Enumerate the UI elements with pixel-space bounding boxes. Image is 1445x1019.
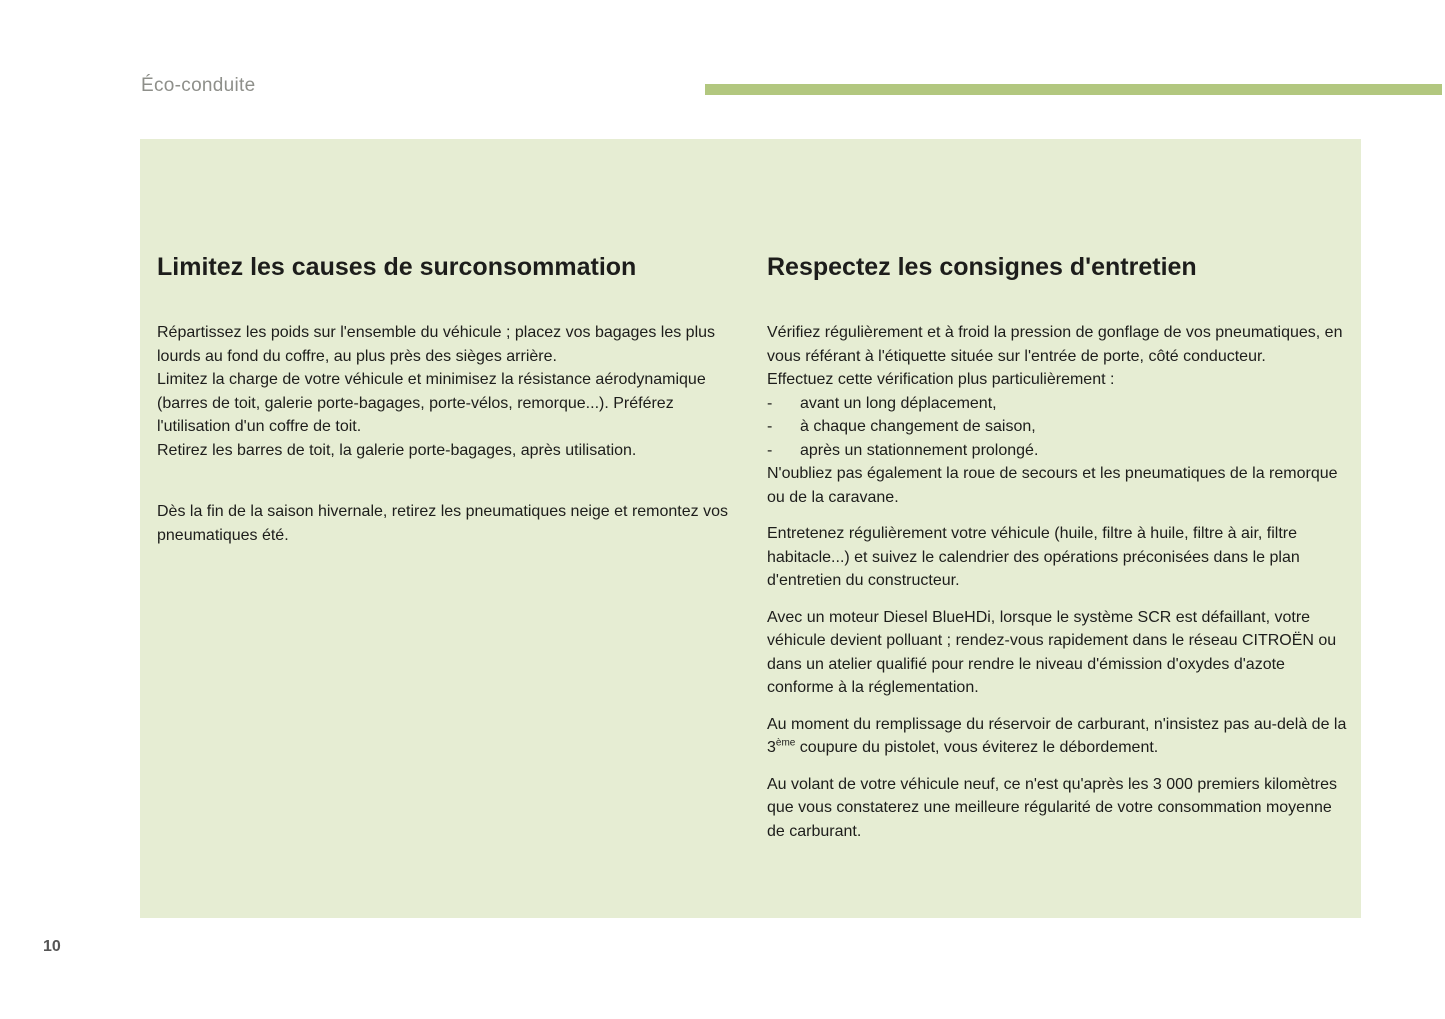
list-marker: - bbox=[767, 441, 773, 459]
list-item-text: après un stationnement prolongé. bbox=[800, 441, 1039, 459]
list-item bbox=[767, 392, 1349, 416]
left-column bbox=[157, 252, 731, 547]
paragraph: Limitez la charge de votre véhicule et minimisez la résistance aérodynamique (barres de toit, galerie porte-bagages, porte-vélos, remorque...). Préférez l'utilisation d'un coffre de toit. bbox=[157, 371, 706, 435]
list-item-text: avant un long déplacement, bbox=[800, 394, 997, 412]
paragraph: Répartissez les poids sur l'ensemble du véhicule ; placez vos bagages les plus lourds au fond du coffre, au plus près des sièges arrière. bbox=[157, 324, 716, 365]
list-marker: - bbox=[767, 418, 773, 435]
right-column bbox=[767, 252, 1349, 843]
paragraph: Avec un moteur Diesel BlueHDi, lorsque le système SCR est défaillant, votre véhicule devient polluant ; rendez-vous rapidement dans le réseau CITROËN ou dans un atelier qualifié pour rendre le niveau d'émission d'oxydes d'azote conforme à la réglementation. bbox=[767, 608, 1337, 696]
content-panel bbox=[140, 139, 1361, 918]
paragraph: Au volant de votre véhicule neuf, ce n'est qu'après les 3 000 premiers kilomètres que vous constaterez une meilleure régularité de votre consommation moyenne de carburant. bbox=[767, 775, 1337, 840]
right-column-heading: Respectez les consignes d'entretien bbox=[767, 253, 1197, 281]
left-column-heading: Limitez les causes de surconsommation bbox=[157, 253, 637, 281]
list-item bbox=[767, 439, 1349, 463]
ordinal-superscript: ème bbox=[775, 737, 796, 749]
paragraph-text: coupure du pistolet, vous éviterez le débordement. bbox=[795, 739, 1159, 756]
paragraph: Entretenez régulièrement votre véhicule (huile, filtre à huile, filtre à air, filtre habitacle...) et suivez le calendrier des opérations préconisées dans le plan d'entretien du constructeur. bbox=[767, 525, 1300, 589]
paragraph: Retirez les barres de toit, la galerie porte-bagages, après utilisation. bbox=[157, 441, 637, 459]
paragraph-text: Au moment du remplissage du réservoir de carburant, n'insistez pas au-delà de la 3 bbox=[767, 715, 1347, 756]
paragraph bbox=[767, 713, 1349, 760]
paragraph: Effectuez cette vérification plus particulièrement : bbox=[767, 371, 1115, 388]
section-title: Éco-conduite bbox=[141, 75, 256, 96]
list-item-text: à chaque changement de saison, bbox=[800, 418, 1036, 435]
list-item bbox=[767, 415, 1349, 439]
page-number: 10 bbox=[43, 938, 61, 955]
paragraph: N'oubliez pas également la roue de secours et les pneumatiques de la remorque ou de la caravane. bbox=[767, 465, 1338, 506]
paragraph: Dès la fin de la saison hivernale, retirez les pneumatiques neige et remontez vos pneumatiques été. bbox=[157, 503, 728, 544]
check-moments-list bbox=[767, 392, 1349, 463]
list-marker: - bbox=[767, 394, 773, 412]
paragraph: Vérifiez régulièrement et à froid la pression de gonflage de vos pneumatiques, en vous référant à l'étiquette située sur l'entrée de porte, côté conducteur. bbox=[767, 324, 1343, 365]
accent-bar bbox=[705, 84, 1442, 95]
